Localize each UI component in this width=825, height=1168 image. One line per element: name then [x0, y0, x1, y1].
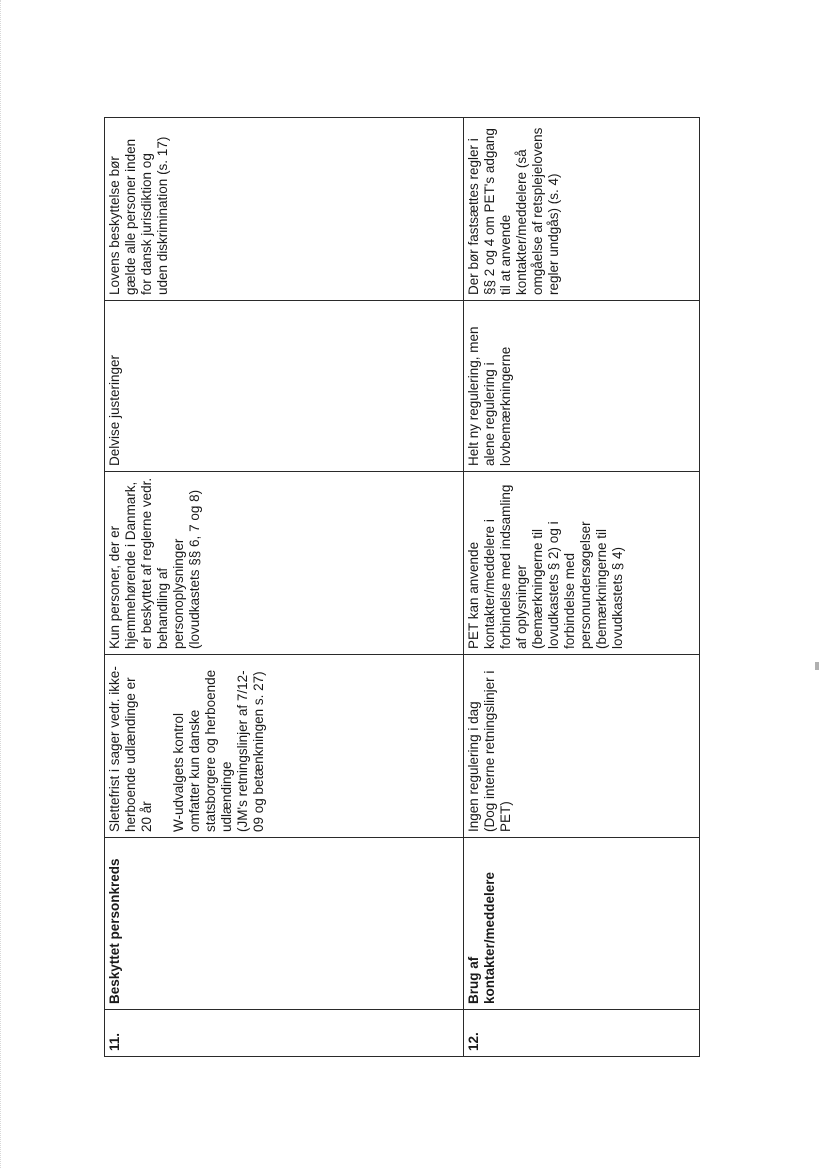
recommendation-cell: Der bør fastsættes regler i §§ 2 og 4 om PET's adgang til at anvende kontakter/meddelere (så omgåelse af retsplejelovens regler undgås) (s. 4) — [464, 118, 700, 301]
recommendation-cell: Lovens beskyttelse bør gælde alle personer inden for dansk jurisdiktion og uden diskrimination (s. 17) — [105, 118, 464, 301]
proposal-cell: Kun personer, der er hjemmehørende i Danmark, er beskyttet af reglerne vedr. behandling af personoplysninger (lovudkastets §§ 6, 7 og 8) — [105, 472, 464, 655]
table-row — [105, 118, 464, 1057]
proposal-cell: PET kan anvende kontakter/meddelere i forbindelse med indsamling af oplysninger (bemærkningerne til lovudkastets § 2) og i forbindelse med personundersøgelser (bemærkningerne til lovudkastets § 4) — [464, 472, 700, 655]
row-title: Brug af kontakter/meddelere — [464, 838, 700, 1010]
row-number: 11. — [105, 1010, 464, 1057]
row-title: Beskyttet personkreds — [105, 838, 464, 1010]
assessment-cell: Delvise justeringer — [105, 301, 464, 472]
assessment-cell: Helt ny regulering, men alene regulering i lovbemærkningerne — [464, 301, 700, 472]
scan-edge — [0, 0, 9, 1168]
current-regulation-cell: Slettefrist i sager vedr. ikke-herboende udlændinge er 20 år W-udvalgets kontrol omfatter kun danske statsborgere og herboende udlændinge (JM's retningslinjer af 7/12-09 og betænkningen s. 27) — [105, 655, 464, 838]
rotated-table-container — [104, 118, 699, 1057]
table-row — [464, 118, 700, 1057]
row-number: 12. — [464, 1010, 700, 1057]
current-regulation-cell: Ingen regulering i dag (Dog interne retningslinjer i PET) — [464, 655, 700, 838]
comparison-table — [104, 117, 700, 1057]
scan-mark — [815, 662, 819, 670]
